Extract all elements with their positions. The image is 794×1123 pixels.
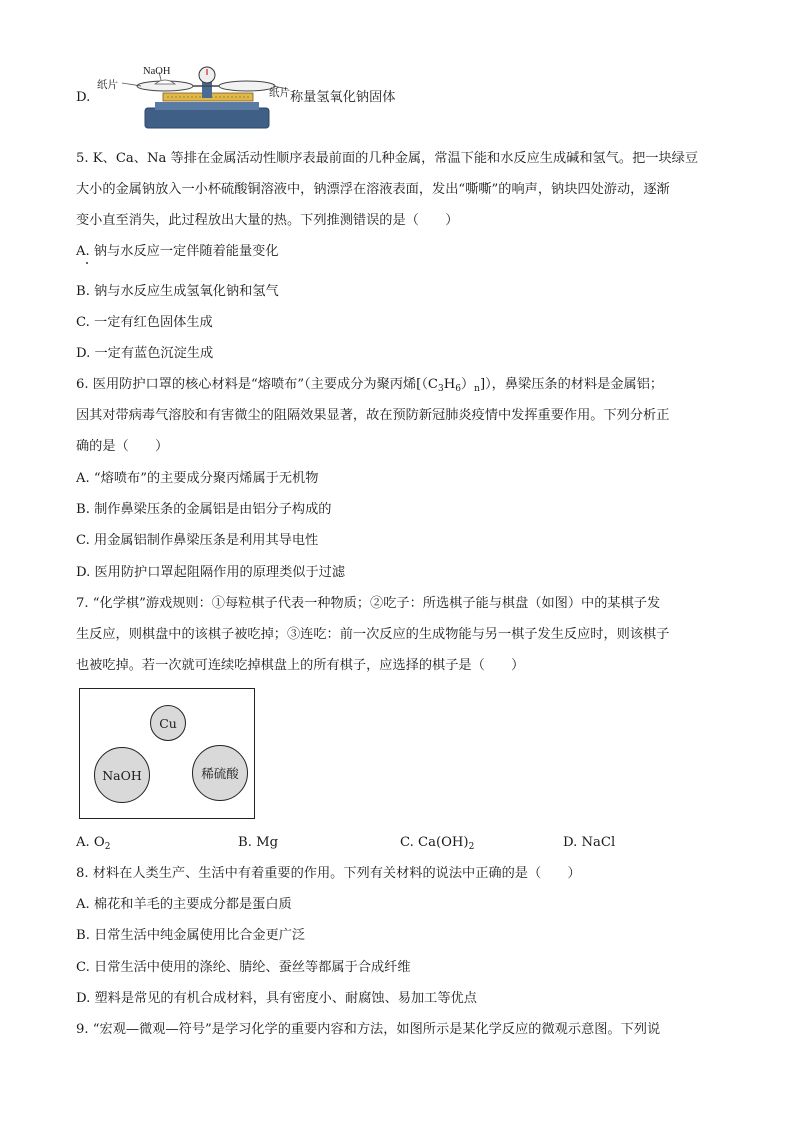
q5-option-d: D. 一定有蓝色沉淀生成: [76, 346, 214, 361]
q7-option-d: D. NaCl: [563, 835, 616, 850]
q6-stem-line-1: 6. 医用防护口罩的核心材料是“熔喷布”（主要成分为聚丙烯$[(C_3H_6)_n]$），鼻梁压条的材料是金属铝；: [76, 377, 664, 394]
q8-option-c: C. 日常生活中使用的涤纶、腈纶、蚕丝等都属于合成纤维: [76, 960, 411, 975]
q6-stem-line-3: 确的是（ ）: [76, 439, 169, 454]
q6-option-a: A. “熔喷布”的主要成分聚丙烯属于无机物: [76, 471, 319, 486]
q5-option-b: B. 钠与水反应生成氢氧化钠和氢气: [76, 284, 279, 299]
q5-stem-line-1: 5. K、Ca、Na 等排在金属活动性顺序表最前面的几种金属，常温下能和水反应生成碱和氢气。把一块绿豆: [76, 151, 699, 166]
left-paper-label: 纸片: [97, 79, 118, 91]
q8-stem: 8. 材料在人类生产、生活中有着重要的作用。下列有关材料的说法中正确的是（ ）: [76, 866, 581, 881]
right-paper-label: 纸片: [269, 87, 290, 99]
q7-stem-line-1: 7. “化学棋”游戏规则：①每粒棋子代表一种物质；②吃子：所选棋子能与棋盘（如图）中的某棋子发: [76, 596, 661, 611]
stray-dot: [86, 262, 88, 264]
q5-stem-line-2: 大小的金属钠放入一小杯硫酸铜溶液中，钠漂浮在溶液表面，发出“嘶嘶”的响声，钠块四处游动，逐渐: [76, 182, 670, 197]
q9-stem: 9. “宏观—微观—符号”是学习化学的重要内容和方法，如图所示是某化学反应的微观示意图。下列说: [76, 1022, 661, 1037]
q6-stem-line-2: 因其对带病毒气溶胶和有害微尘的阻隔效果显著，故在预防新冠肺炎疫情中发挥重要作用。下列分析正: [76, 408, 670, 423]
balance-scale-illustration: [95, 64, 295, 132]
piece-cu: Cu: [150, 705, 186, 741]
q5-option-a: A. 钠与水反应一定伴随着能量变化: [76, 244, 279, 259]
q5-option-c: C. 一定有红色固体生成: [76, 315, 213, 330]
q7-stem-line-3: 也被吃掉。若一次就可连续吃掉棋盘上的所有棋子，应选择的棋子是（ ）: [76, 658, 525, 673]
q6-option-b: B. 制作鼻梁压条的金属铝是由铝分子构成的: [76, 502, 332, 517]
piece-dilute-sulfuric-acid: 稀硫酸: [192, 745, 248, 801]
naoh-label: NaOH: [143, 66, 171, 77]
q5-stem-line-3: 变小直至消失，此过程放出大量的热。下列推测错误的是（ ）: [76, 213, 459, 228]
q7-option-b: B. Mg: [238, 835, 279, 850]
q7-option-c: C. $Ca(OH)_2$: [400, 835, 475, 852]
q8-option-a: A. 棉花和羊毛的主要成分都是蛋白质: [76, 897, 292, 912]
q7-option-a: A. $O_2$: [76, 835, 111, 852]
q6-option-d: D. 医用防护口罩起阻隔作用的原理类似于过滤: [76, 565, 346, 580]
piece-naoh: NaOH: [94, 747, 150, 803]
q7-stem-line-2: 生反应，则棋盘中的该棋子被吃掉；③连吃：前一次反应的生成物能与另一棋子发生反应时，则该棋子: [76, 627, 670, 642]
q8-option-d: D. 塑料是常见的有机合成材料，具有密度小、耐腐蚀、易加工等优点: [76, 991, 477, 1006]
q8-option-b: B. 日常生活中纯金属使用比合金更广泛: [76, 928, 306, 943]
q4-option-d-text: 称量氢氧化钠固体: [290, 90, 396, 105]
q6-option-c: C. 用金属铝制作鼻梁压条是利用其导电性: [76, 533, 319, 548]
chess-board-figure: [79, 688, 255, 819]
q4-option-d-label: D.: [76, 90, 91, 105]
